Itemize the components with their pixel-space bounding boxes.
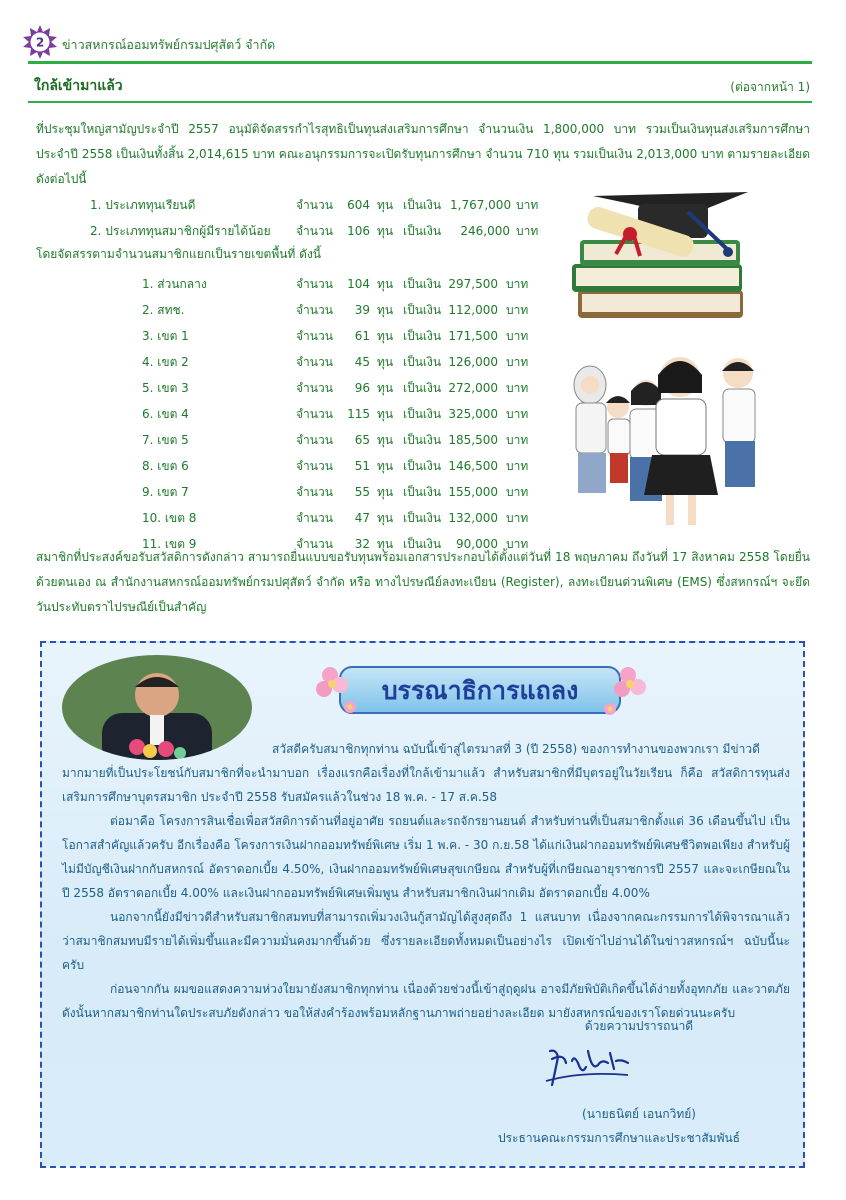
money-word: เป็นเงิน bbox=[403, 407, 442, 421]
row-label: 1. ประเภททุนเรียนดี bbox=[90, 198, 196, 212]
scholarship-count: 604 bbox=[347, 198, 370, 212]
amount-word: จำนวน bbox=[296, 407, 333, 421]
row-label: 6. เขต 4 bbox=[142, 407, 189, 421]
money-amount: 272,000 bbox=[448, 381, 498, 395]
scholarship-count: 47 bbox=[354, 511, 370, 525]
intro-paragraph: ที่ประชุมใหญ่สามัญประจำปี 2557 อนุมัติจัดสรรกำไรสุทธิเป็นทุนส่งเสริมการศึกษา จำนวนเงิน 1,800,000 บาท รวมเป็นเงินทุนส่งเสริมการศึกษา ประจำปี 2558 เป็นเงินทั้งสิ้น 2,014,615 บาท คณะอนุกรรมการจะเปิดรับทุนการศึกษา จำนวน 710 ทุน รวมเป็นเงิน 2,013,000 บาท ตามรายละเอียดดังต่อไปนี้ bbox=[36, 122, 810, 186]
scholarship-count: 61 bbox=[354, 329, 370, 343]
row-label: 9. เขต 7 bbox=[142, 485, 189, 499]
scholarship-count: 96 bbox=[354, 381, 370, 395]
region-row bbox=[0, 298, 560, 322]
unit-word: ทุน bbox=[377, 277, 394, 291]
baht-word: บาท bbox=[506, 433, 529, 447]
row-label: 3. เขต 1 bbox=[142, 329, 189, 343]
amount-word: จำนวน bbox=[296, 485, 333, 499]
chairman-photo bbox=[62, 655, 252, 760]
scholarship-count: 104 bbox=[347, 277, 370, 291]
unit-word: ทุน bbox=[377, 407, 394, 421]
section-title: ใกล้เข้ามาแล้ว bbox=[34, 78, 123, 94]
amount-word: จำนวน bbox=[296, 277, 333, 291]
amount-word: จำนวน bbox=[296, 224, 333, 238]
row-label: 10. เขต 8 bbox=[142, 511, 197, 525]
scholarship-type-row bbox=[0, 193, 560, 217]
signer-name: (นายธนิตย์ เอนกวิทย์) bbox=[582, 1107, 696, 1121]
baht-word: บาท bbox=[506, 381, 529, 395]
scholarship-count: 32 bbox=[354, 537, 370, 551]
unit-word: ทุน bbox=[377, 511, 394, 525]
editorial-paragraph-1: มากมายที่เป็นประโยชน์กับสมาชิกที่จะนำมาบอก เรื่องแรกคือเรื่องที่ใกล้เข้ามาแล้ว สำหรับสมาชิกที่มีบุตรอยู่ในวัยเรียน ก็คือ สวัสดิการทุนส่งเสริมการศึกษาบุตรสมาชิก ประจำปี 2558 รับสมัครแล้วในช่วง 18 พ.ค. - 17 ส.ค.58 bbox=[62, 766, 790, 804]
editorial-banner-title: บรรณาธิการแถลง bbox=[381, 676, 579, 705]
unit-word: ทุน bbox=[377, 329, 394, 343]
money-word: เป็นเงิน bbox=[403, 433, 442, 447]
editorial-box bbox=[40, 641, 805, 1168]
money-amount: 171,500 bbox=[448, 329, 498, 343]
newsletter-title: ข่าวสหกรณ์ออมทรัพย์กรมปศุสัตว์ จำกัด bbox=[62, 37, 276, 52]
row-label: 11. เขต 9 bbox=[142, 537, 197, 551]
editorial-banner bbox=[310, 657, 650, 723]
money-amount: 1,767,000 bbox=[450, 198, 512, 212]
region-row bbox=[0, 454, 560, 478]
money-amount: 90,000 bbox=[456, 537, 498, 551]
allocation-intro: โดยจัดสรรตามจำนวนสมาชิกแยกเป็นรายเขตพื้นที่ ดังนี้ bbox=[36, 247, 322, 261]
amount-word: จำนวน bbox=[296, 381, 333, 395]
baht-word: บาท bbox=[506, 355, 529, 369]
row-label: 7. เขต 5 bbox=[142, 433, 189, 447]
money-word: เป็นเงิน bbox=[403, 459, 442, 473]
baht-word: บาท bbox=[506, 485, 529, 499]
amount-word: จำนวน bbox=[296, 303, 333, 317]
amount-word: จำนวน bbox=[296, 459, 333, 473]
region-row bbox=[0, 506, 560, 530]
money-amount: 126,000 bbox=[448, 355, 498, 369]
region-row bbox=[0, 402, 560, 426]
baht-word: บาท bbox=[516, 224, 539, 238]
unit-word: ทุน bbox=[377, 355, 394, 369]
money-word: เป็นเงิน bbox=[403, 198, 442, 212]
editorial-paragraph-4: ก่อนจากกัน ผมขอแสดงความห่วงใยมายังสมาชิกทุกท่าน เนื่องด้วยช่วงนี้เข้าสู่ฤดูฝน อาจมีภัยพิบัติเกิดขึ้นได้ง่ายทั้งอุทกภัย และวาตภัย ดังนั้นหากสมาชิกท่านใดประสบภัยดังกล่าว ขอให้ส่งคำร้องพร้อมหลักฐานภาพถ่ายอย่างละเอียด มายังสหกรณ์ของเราโดยด่วนนะครับ bbox=[62, 982, 790, 1020]
region-row bbox=[0, 428, 560, 452]
money-amount: 112,000 bbox=[448, 303, 498, 317]
application-paragraph: สมาชิกที่ประสงค์ขอรับสวัสดิการดังกล่าว สามารถยื่นแบบขอรับทุนพร้อมเอกสารประกอบได้ตั้งแต่วันที่ 18 พฤษภาคม ถึงวันที่ 17 สิงหาคม 2558 โดยยื่นด้วยตนเอง ณ สำนักงานสหกรณ์ออมทรัพย์กรมปศุสัตว์ จำกัด หรือ ทางไปรษณีย์ลงทะเบียน (Register), ลงทะเบียนด่วนพิเศษ (EMS) ซึ่งสหกรณ์ฯ จะยึดวันประทับตราไปรษณีย์เป็นสำคัญ bbox=[36, 550, 810, 614]
editorial-greeting-line: สวัสดีครับสมาชิกทุกท่าน ฉบับนี้เข้าสู่ไตรมาสที่ 3 (ปี 2558) ของการทำงานของพวกเรา มีข่าวดี bbox=[272, 742, 760, 756]
money-word: เป็นเงิน bbox=[403, 303, 442, 317]
editorial-paragraph-3: นอกจากนี้ยังมีข่าวดีสำหรับสมาชิกสมทบที่สามารถเพิ่มวงเงินกู้สามัญได้สูงสุดถึง 1 แสนบาท เนื่องจากคณะกรรมการได้พิจารณาแล้วว่าสมาชิกสมทบมีรายได้เพิ่มขึ้นและมีความมั่นคงมากขึ้นด้วย ซึ่งรายละเอียดทั้งหมดเป็นอย่างไร เปิดเข้าไปอ่านได้ในข่าวสหกรณ์ฯ ฉบับนี้นะครับ bbox=[62, 910, 790, 972]
amount-word: จำนวน bbox=[296, 537, 333, 551]
money-amount: 246,000 bbox=[460, 224, 510, 238]
unit-word: ทุน bbox=[377, 459, 394, 473]
closing-phrase: ด้วยความปรารถนาดี bbox=[584, 1019, 694, 1033]
page-number-badge bbox=[22, 24, 58, 60]
unit-word: ทุน bbox=[377, 433, 394, 447]
baht-word: บาท bbox=[506, 329, 529, 343]
region-row bbox=[0, 376, 560, 400]
scholarship-count: 39 bbox=[354, 303, 370, 317]
amount-word: จำนวน bbox=[296, 511, 333, 525]
scholarship-count: 115 bbox=[347, 407, 370, 421]
money-word: เป็นเงิน bbox=[403, 224, 442, 238]
unit-word: ทุน bbox=[377, 381, 394, 395]
amount-word: จำนวน bbox=[296, 355, 333, 369]
row-label: 2. สทช. bbox=[142, 303, 185, 317]
baht-word: บาท bbox=[506, 459, 529, 473]
signer-title: ประธานคณะกรรมการศึกษาและประชาสัมพันธ์ bbox=[497, 1131, 741, 1145]
amount-word: จำนวน bbox=[296, 433, 333, 447]
region-row bbox=[0, 272, 560, 296]
scholarship-count: 106 bbox=[347, 224, 370, 238]
money-word: เป็นเงิน bbox=[403, 381, 442, 395]
money-word: เป็นเงิน bbox=[403, 537, 442, 551]
baht-word: บาท bbox=[506, 511, 529, 525]
scholarship-count: 45 bbox=[354, 355, 370, 369]
baht-word: บาท bbox=[506, 407, 529, 421]
money-word: เป็นเงิน bbox=[403, 511, 442, 525]
signature bbox=[542, 1041, 632, 1089]
money-word: เป็นเงิน bbox=[403, 277, 442, 291]
section-rule-top bbox=[28, 61, 812, 64]
continued-note: (ต่อจากหน้า 1) bbox=[730, 80, 810, 94]
amount-word: จำนวน bbox=[296, 329, 333, 343]
row-label: 1. ส่วนกลาง bbox=[142, 277, 207, 291]
scholarship-type-row bbox=[0, 219, 560, 243]
money-amount: 297,500 bbox=[448, 277, 498, 291]
unit-word: ทุน bbox=[377, 198, 394, 212]
editorial-paragraph-2: ต่อมาคือ โครงการสินเชื่อเพื่อสวัสดิการด้านที่อยู่อาศัย รถยนต์และรถจักรยานยนต์ สำหรับท่านที่เป็นสมาชิกตั้งแต่ 36 เดือนขึ้นไป เป็นโอกาสสำคัญแล้วครับ อีกเรื่องคือ โครงการเงินฝากออมทรัพย์พิเศษ เริ่ม 1 พ.ค. - 30 ก.ย.58 ได้แก่เงินฝากออมทรัพย์พิเศษชีวิตพอเพียง สำหรับผู้ไม่มีบัญชีเงินฝากกับสหกรณ์ อัตราดอกเบี้ย 4.50%, เงินฝากออมทรัพย์พิเศษสุขเกษียณ สำหรับผู้ที่เกษียณอายุราชการปี 2557 และจะเกษียณในปี 2558 อัตราดอกเบี้ย 4.00% และเงินฝากออมทรัพย์พิเศษเพิ่มพูน สำหรับสมาชิกเงินฝากเดิม อัตราดอกเบี้ย 4.00% bbox=[62, 814, 790, 900]
region-row bbox=[0, 324, 560, 348]
amount-word: จำนวน bbox=[296, 198, 333, 212]
money-word: เป็นเงิน bbox=[403, 329, 442, 343]
baht-word: บาท bbox=[506, 303, 529, 317]
unit-word: ทุน bbox=[377, 303, 394, 317]
scholarship-count: 65 bbox=[354, 433, 370, 447]
money-amount: 325,000 bbox=[448, 407, 498, 421]
page-header bbox=[22, 24, 822, 60]
books-graduation-cap-illustration bbox=[568, 190, 758, 330]
money-amount: 132,000 bbox=[448, 511, 498, 525]
money-amount: 146,500 bbox=[448, 459, 498, 473]
unit-word: ทุน bbox=[377, 224, 394, 238]
baht-word: บาท bbox=[506, 537, 529, 551]
row-label: 4. เขต 2 bbox=[142, 355, 189, 369]
baht-word: บาท bbox=[506, 277, 529, 291]
baht-word: บาท bbox=[516, 198, 539, 212]
unit-word: ทุน bbox=[377, 537, 394, 551]
money-amount: 155,000 bbox=[448, 485, 498, 499]
editorial-body bbox=[62, 761, 790, 1025]
page-number: 2 bbox=[35, 35, 45, 50]
section-rule-bottom bbox=[28, 101, 812, 103]
money-word: เป็นเงิน bbox=[403, 355, 442, 369]
region-row bbox=[0, 480, 560, 504]
scholarship-count: 51 bbox=[354, 459, 370, 473]
money-word: เป็นเงิน bbox=[403, 485, 442, 499]
region-row bbox=[0, 350, 560, 374]
students-illustration bbox=[568, 345, 773, 550]
row-label: 2. ประเภททุนสมาชิกผู้มีรายได้น้อย bbox=[90, 224, 271, 238]
money-amount: 185,500 bbox=[448, 433, 498, 447]
unit-word: ทุน bbox=[377, 485, 394, 499]
chairman-photo-image bbox=[62, 655, 252, 760]
row-label: 5. เขต 3 bbox=[142, 381, 189, 395]
scholarship-count: 55 bbox=[354, 485, 370, 499]
row-label: 8. เขต 6 bbox=[142, 459, 189, 473]
